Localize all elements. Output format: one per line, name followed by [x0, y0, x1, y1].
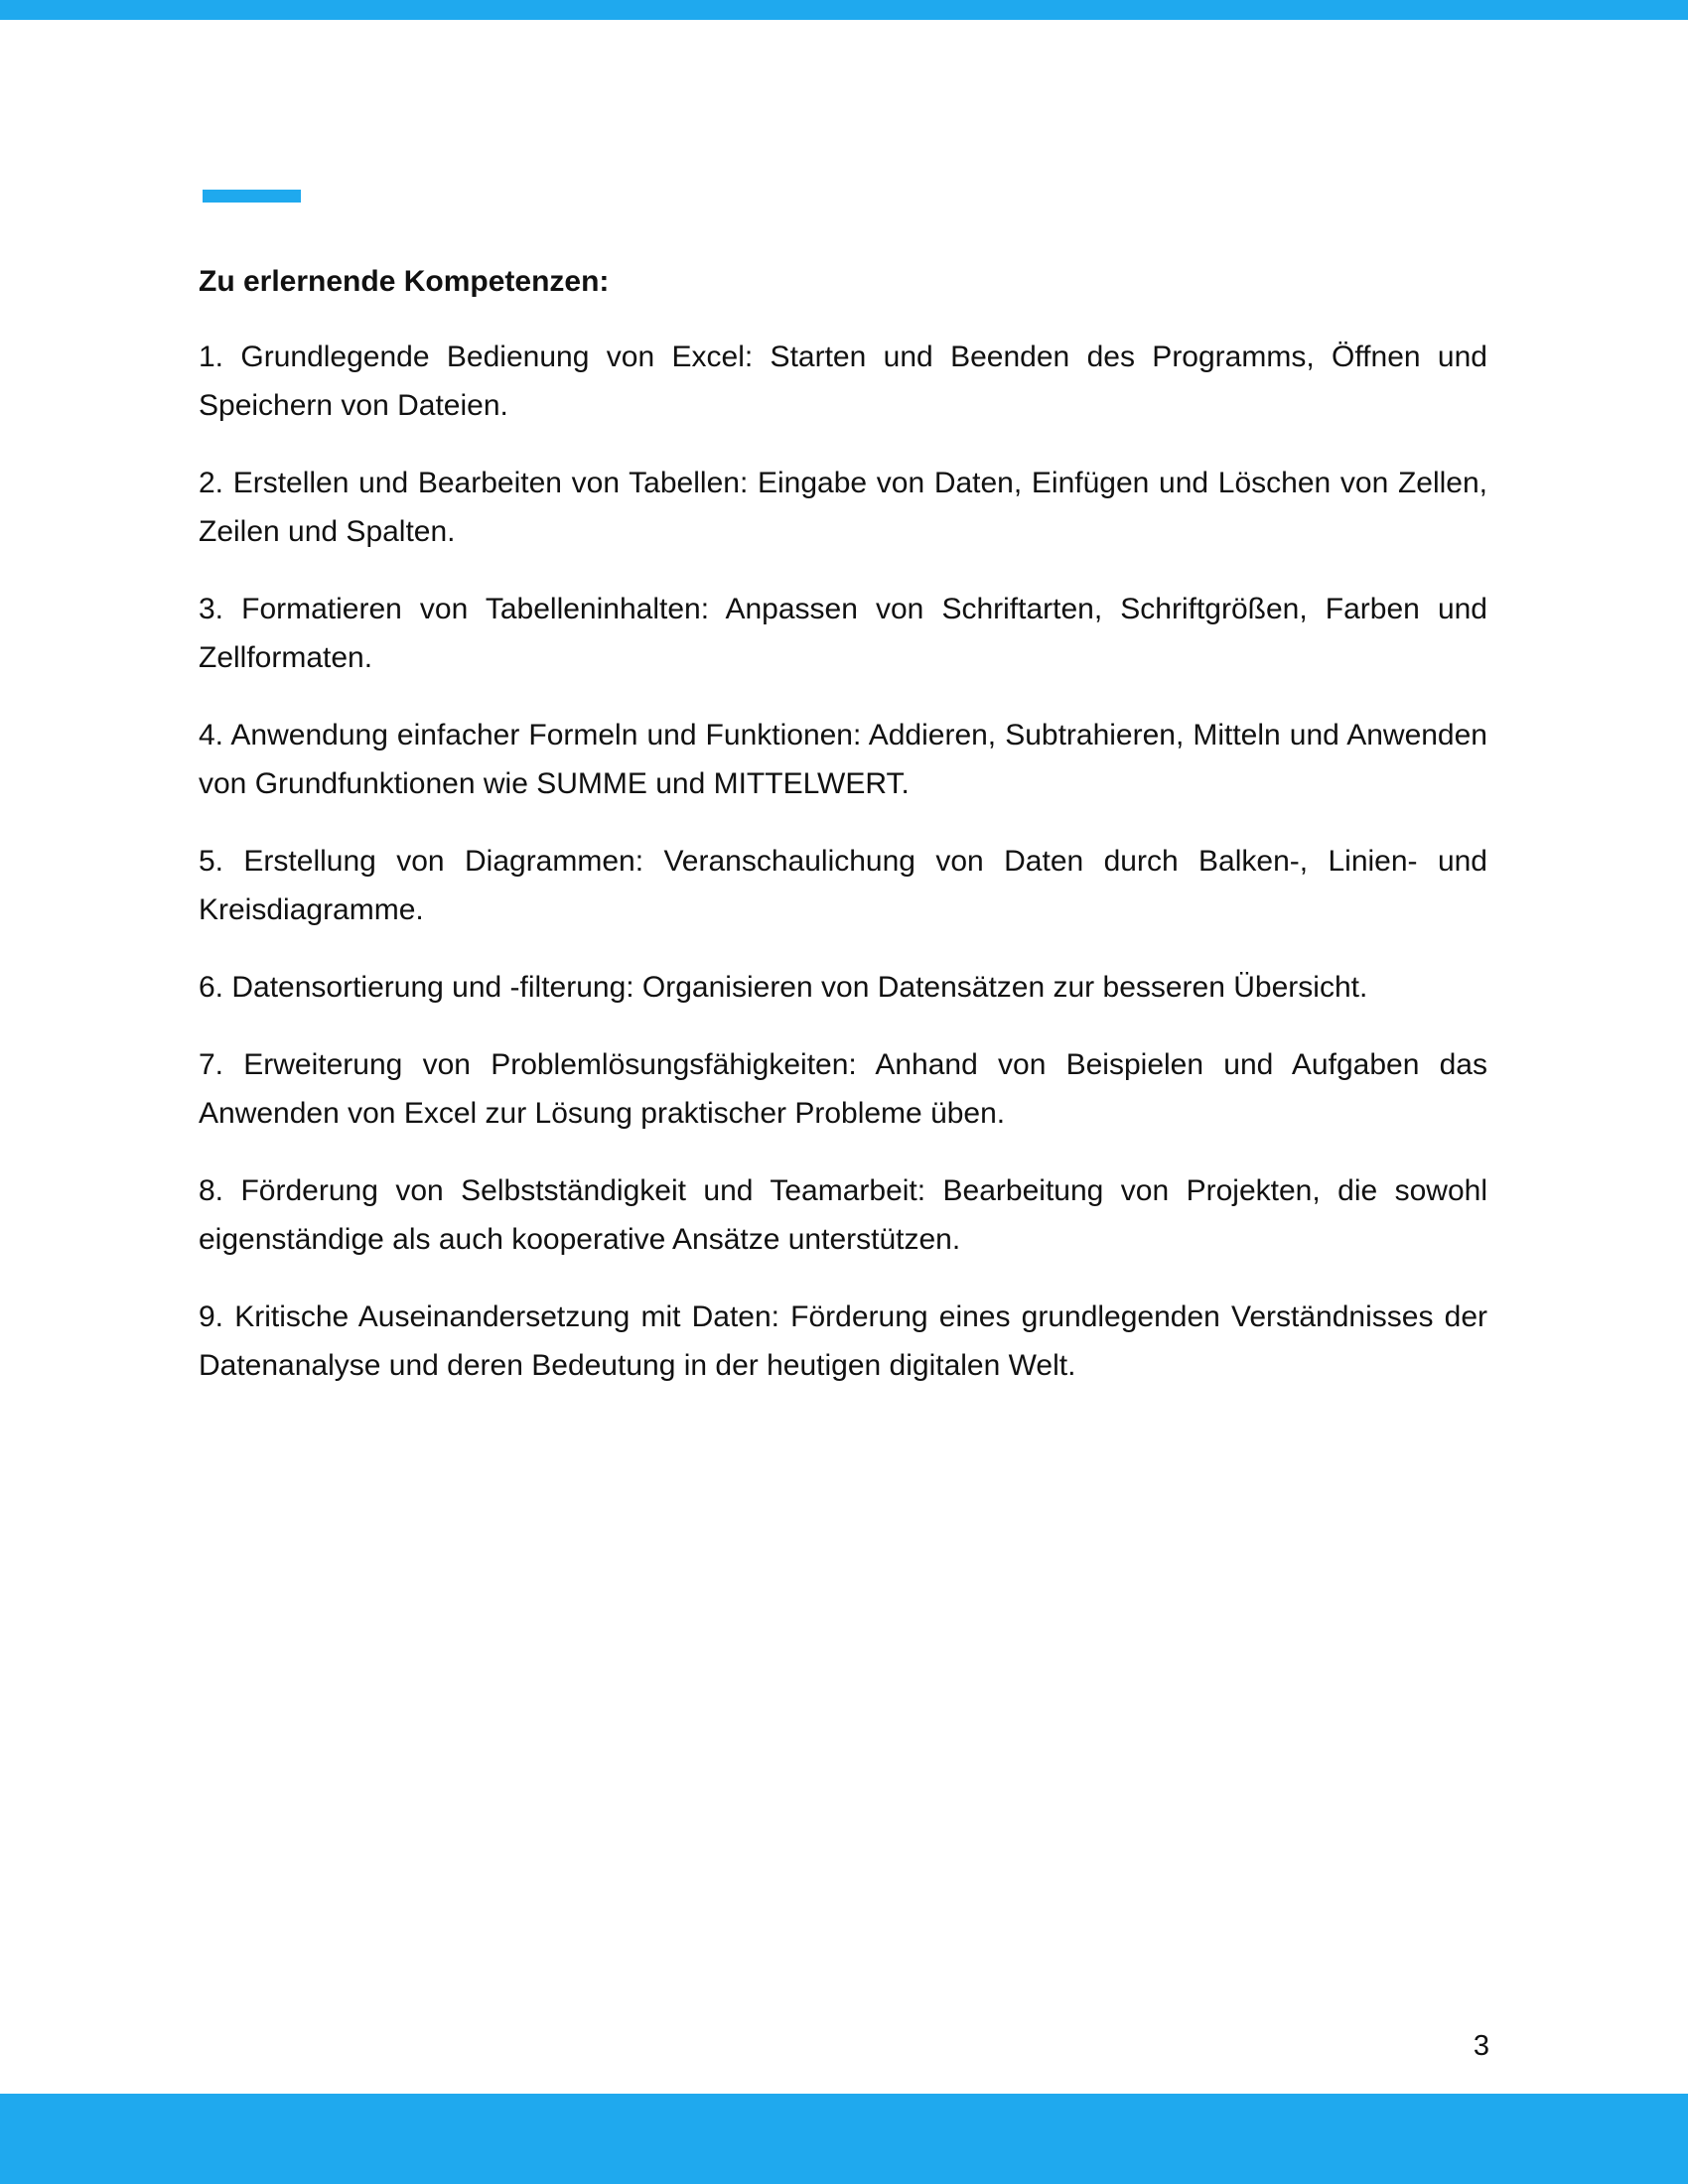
- list-item-4: 4. Anwendung einfacher Formeln und Funktionen: Addieren, Subtrahieren, Mitteln und Anwenden von Grundfunktionen wie SUMME und MITTELWERT.: [199, 719, 1487, 800]
- section-heading: Zu erlernende Kompetenzen:: [199, 265, 610, 298]
- document-body: [199, 257, 1487, 1419]
- accent-dash: [203, 190, 301, 203]
- list-item-1: 1. Grundlegende Bedienung von Excel: Starten und Beenden des Programms, Öffnen und Speichern von Dateien.: [199, 341, 1487, 422]
- page-number: 3: [1473, 2030, 1489, 2062]
- list-item-5: 5. Erstellung von Diagrammen: Veranschaulichung von Daten durch Balken-, Linien- und Kreisdiagramme.: [199, 845, 1487, 926]
- list-item-6: 6. Datensortierung und -filterung: Organisieren von Datensätzen zur besseren Übersicht.: [199, 971, 1368, 1004]
- list-item-8: 8. Förderung von Selbstständigkeit und Teamarbeit: Bearbeitung von Projekten, die sowohl eigenständige als auch kooperative Ansätze unterstützen.: [199, 1174, 1487, 1256]
- list-item-7: 7. Erweiterung von Problemlösungsfähigkeiten: Anhand von Beispielen und Aufgaben das Anwenden von Excel zur Lösung praktischer Probleme üben.: [199, 1048, 1487, 1130]
- top-accent-bar: [0, 0, 1688, 20]
- list-item-9: 9. Kritische Auseinandersetzung mit Daten: Förderung eines grundlegenden Verständnisses der Datenanalyse und deren Bedeutung in der heutigen digitalen Welt.: [199, 1300, 1487, 1382]
- bottom-accent-bar: [0, 2094, 1688, 2184]
- list-item-2: 2. Erstellen und Bearbeiten von Tabellen: Eingabe von Daten, Einfügen und Löschen von Zellen, Zeilen und Spalten.: [199, 467, 1487, 548]
- list-item-3: 3. Formatieren von Tabelleninhalten: Anpassen von Schriftarten, Schriftgrößen, Farben und Zellformaten.: [199, 593, 1487, 674]
